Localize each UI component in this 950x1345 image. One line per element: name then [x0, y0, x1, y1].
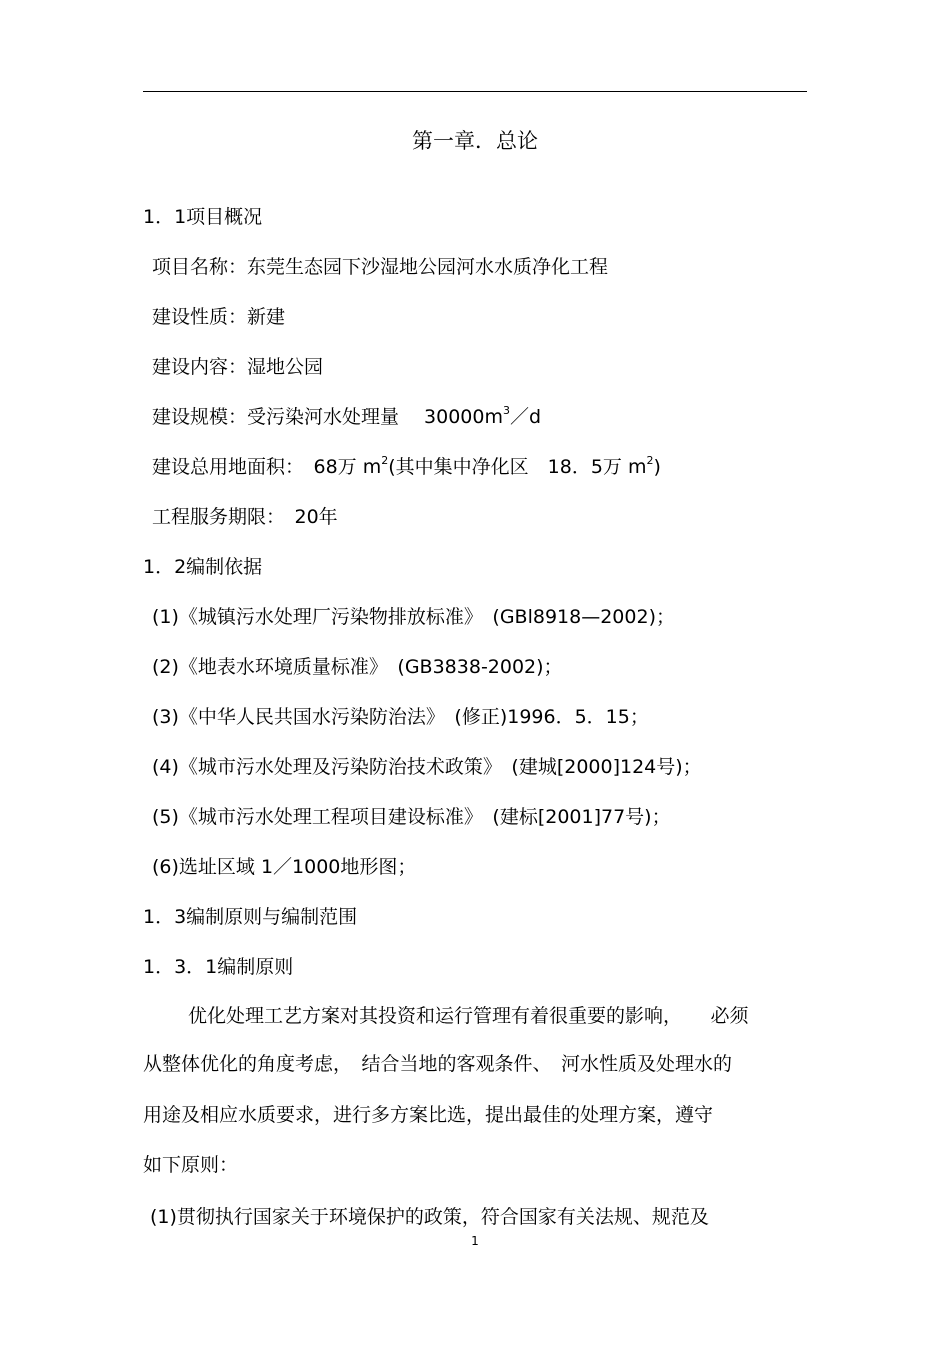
reference-item: (4)《城市污水处理及污染防治技术政策》 (建城[2000]124号)； — [152, 756, 702, 778]
principle-item: (1)贯彻执行国家关于环境保护的政策，符合国家有关法规、规范及 — [150, 1206, 709, 1228]
construction-scale: 建设规模：受污染河水处理量 $30000m^3/d$ — [152, 403, 542, 428]
construction-content: 建设内容：湿地公园 — [152, 356, 324, 378]
section-heading: 1．1项目概况 — [143, 206, 263, 228]
chapter-title: 第一章．总论 — [412, 129, 538, 153]
section-heading: 1．2编制依据 — [143, 556, 263, 578]
paragraph-line: 优化处理工艺方案对其投资和运行管理有着很重要的影响， 必须 — [188, 1005, 749, 1027]
total-land-area: 建设总用地面积： 68万 $m^2$(其中集中净化区 18．5万 $m^2$) — [152, 453, 661, 478]
section-heading: 1．3编制原则与编制范围 — [143, 906, 358, 928]
reference-item: (1)《城镇污水处理厂污染物排放标准》 (GBl8918—2002)； — [152, 606, 675, 628]
page-number: 1 — [471, 1234, 479, 1248]
construction-nature: 建设性质：新建 — [152, 306, 286, 328]
paragraph-line: 如下原则： — [143, 1154, 239, 1176]
reference-item: (5)《城市污水处理工程项目建设标准》 (建标[2001]77号)； — [152, 806, 671, 828]
reference-item: (6)选址区域 1／1000地形图； — [152, 856, 417, 878]
reference-item: (3)《中华人民共国水污染防治法》 (修正)1996．5．15； — [152, 706, 649, 728]
header-rule — [143, 91, 807, 92]
paragraph-line: 从整体优化的角度考虑， 结合当地的客观条件、 河水性质及处理水的 — [143, 1053, 733, 1075]
paragraph-line: 用途及相应水质要求，进行多方案比选，提出最佳的处理方案，遵守 — [143, 1104, 714, 1126]
service-period: 工程服务期限： 20年 — [152, 506, 338, 528]
subsection-heading: 1．3．1编制原则 — [143, 956, 294, 978]
project-name: 项目名称：东莞生态园下沙湿地公园河水水质净化工程 — [152, 256, 609, 278]
reference-item: (2)《地表水环境质量标准》 (GB3838-2002)； — [152, 656, 563, 678]
